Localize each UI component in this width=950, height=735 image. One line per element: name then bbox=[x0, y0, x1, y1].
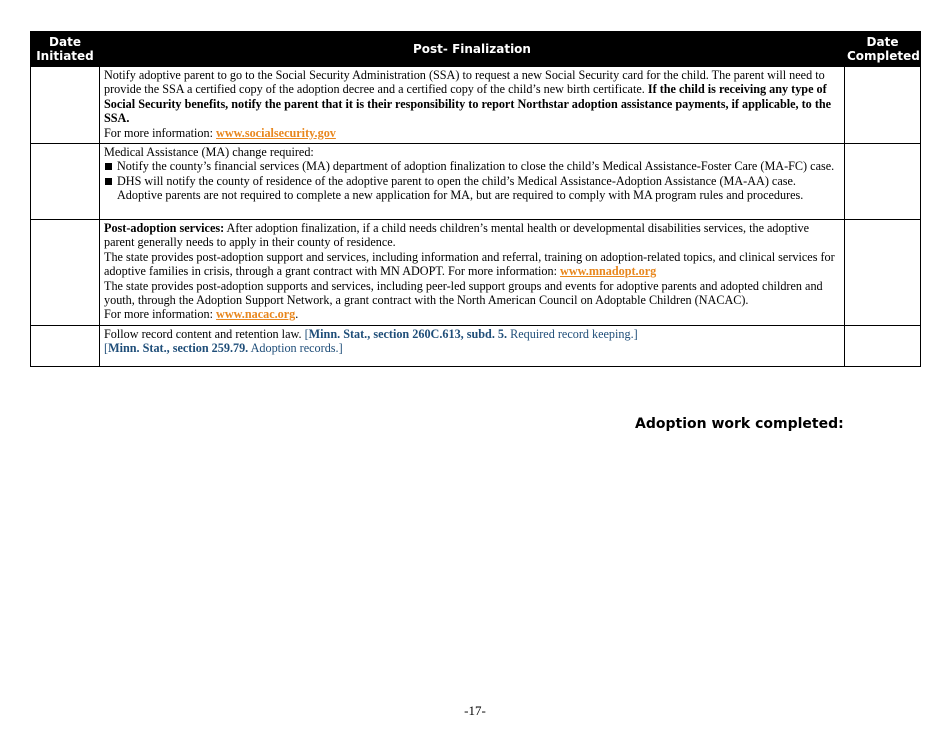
table-header-row bbox=[31, 32, 921, 67]
date-initiated-cell[interactable] bbox=[31, 326, 100, 367]
date-initiated-cell[interactable] bbox=[31, 67, 100, 144]
records-text: Follow record content and retention law. bbox=[104, 327, 302, 342]
statute-reference-bold: Minn. Stat., section 259.79. bbox=[108, 341, 249, 356]
statute-reference-text: Required record keeping. bbox=[510, 327, 634, 342]
bullet-square-icon bbox=[105, 163, 112, 170]
post-adoption-text-2: The state provides post-adoption support and services, including information and referral, training on adoption-related topics, and clinical services for adoptive families in crisis, through a grant contract with MN ADOPT. For more information: bbox=[104, 249, 835, 279]
table-row bbox=[31, 326, 921, 367]
ma-bullet-text: Notify the county’s financial services (MA) department of adoption finalization to close the child’s Medical Assistance-Foster Care (MA-FC) case. bbox=[117, 159, 835, 174]
statute-reference-bold: Minn. Stat., section 260C.613, subd. 5. bbox=[308, 327, 508, 342]
date-completed-cell[interactable] bbox=[845, 67, 921, 144]
statute-reference[interactable]: [Minn. Stat., section 259.79. Adoption records.] bbox=[104, 341, 343, 356]
date-completed-cell[interactable] bbox=[845, 220, 921, 326]
date-completed-cell[interactable] bbox=[845, 326, 921, 367]
date-completed-cell[interactable] bbox=[845, 144, 921, 220]
nacac-link[interactable]: www.nacac.org bbox=[216, 307, 296, 322]
table-row bbox=[31, 220, 921, 326]
list-item bbox=[104, 174, 840, 203]
ssa-more-label: For more information: bbox=[104, 125, 213, 140]
bullet-square-icon bbox=[105, 178, 112, 185]
date-completed-header: Date Completed bbox=[845, 32, 921, 67]
ssa-task-cell bbox=[100, 67, 845, 144]
page-number: -17- bbox=[464, 703, 486, 718]
ma-task-cell bbox=[100, 144, 845, 220]
section-header: Post- Finalization bbox=[100, 32, 845, 67]
ma-bullet-text: DHS will notify the county of residence of the adoptive parent to open the child’s Medical Assistance-Adoption Assistance (MA-AA) case. Adoptive parents are not required to complete a new application for MA, but are required to comply with MA program rules and procedures. bbox=[117, 173, 804, 203]
date-initiated-cell[interactable] bbox=[31, 144, 100, 220]
date-initiated-cell[interactable] bbox=[31, 220, 100, 326]
table-row bbox=[31, 144, 921, 220]
mnadopt-link[interactable]: www.mnadopt.org bbox=[560, 264, 657, 279]
ssa-bold-text: If the child is receiving any type of Social Security benefits, notify the parent that it is their responsibility to report Northstar adoption assistance payments, if applicable, to the SSA. bbox=[104, 82, 832, 126]
ma-title: Medical Assistance (MA) change required: bbox=[104, 145, 314, 160]
post-adoption-bold-label: Post-adoption services: bbox=[104, 221, 225, 236]
post-adoption-task-cell: Post-adoption services: After adoption finalization, if a child needs children’s mental health or developmental disabilities services, the adoptive parent generally needs to apply in their county of residence. The state provides post-adoption support and services, including information and referral, training on adoption-related topics, and clinical services for adoptive families in crisis, through a grant contract with MN ADOPT. For more information: www.mnadopt.org The state provides post-adoption supports and services, including peer-led support groups and events for adoptive parents and adopted children and youth, through the Adoption Support Network, a grant contract with the North American Council on Adoptable Children (NACAC). For more information: www.nacac.org. bbox=[100, 220, 845, 326]
socialsecurity-link[interactable]: www.socialsecurity.gov bbox=[216, 125, 336, 140]
ssa-text: Notify adoptive parent to go to the Social Security Administration (SSA) to request a new Social Security card for the child. The parent will need to provide the SSA a certified copy of the adoption decree and a certified copy of the child’s new birth certificate. bbox=[104, 68, 825, 97]
post-finalization-checklist bbox=[30, 31, 921, 367]
date-initiated-header: Date Initiated bbox=[31, 32, 100, 67]
statute-reference[interactable]: [Minn. Stat., section 260C.613, subd. 5. Required record keeping.] bbox=[304, 327, 638, 342]
adoption-work-completed-label: Adoption work completed: bbox=[635, 416, 844, 432]
table-row bbox=[31, 67, 921, 144]
post-adoption-more-label: For more information: bbox=[104, 307, 213, 322]
records-task-cell bbox=[100, 326, 845, 367]
list-item bbox=[104, 159, 840, 173]
post-adoption-text: After adoption finalization, if a child needs children’s mental health or developmental disabilities services, the adoptive parent generally needs to apply in their county of residence. bbox=[104, 221, 809, 250]
post-adoption-text-3: The state provides post-adoption supports and services, including peer-led support groups and events for adoptive parents and adopted children and youth, through the Adoption Support Network, a grant contract with the North American Council on Adoptable Children (NACAC). bbox=[104, 278, 823, 308]
statute-reference-text: Adoption records. bbox=[250, 341, 339, 356]
ma-bullet-list bbox=[104, 159, 840, 202]
